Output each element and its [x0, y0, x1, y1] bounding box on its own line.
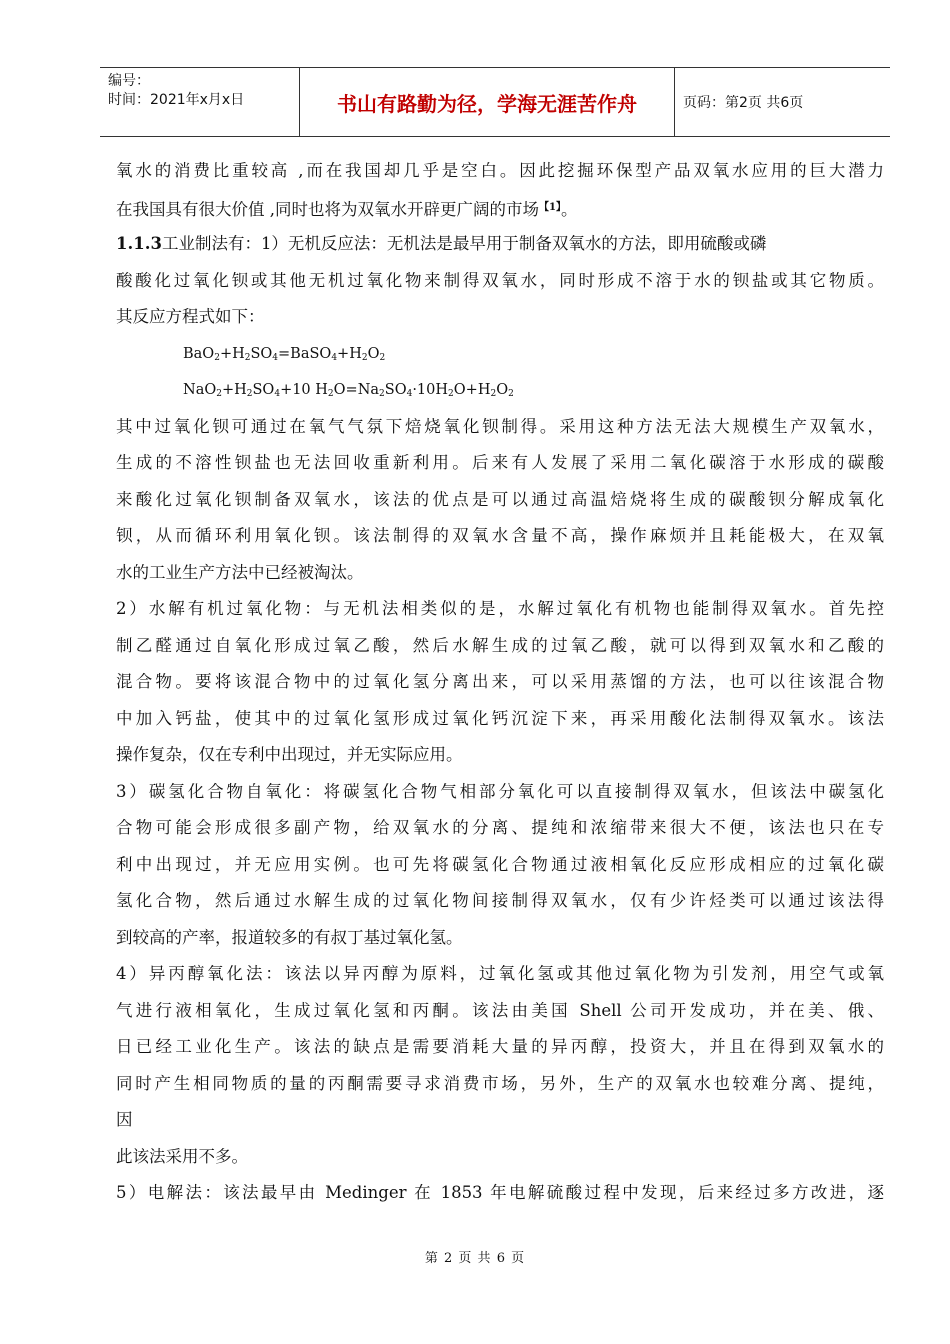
- body-line: 生成的不溶性钡盐也无法回收重新利用。后来有人发展了采用二氧化碳溶于水形成的碳酸: [116, 453, 884, 472]
- equation-subscript: 2: [448, 389, 454, 399]
- section-number: 1.1.3: [116, 234, 162, 253]
- equation-term: +H: [219, 345, 245, 362]
- body-line: 钡，从而循环利用氧化钡。该法制得的双氧水含量不高，操作麻烦并且耗能极大，在双氧: [116, 526, 884, 545]
- body-line: 氧水的消费比重较高 ,而在我国却几乎是空白。因此挖掘环保型产品双氧水应用的巨大潜力: [116, 161, 884, 180]
- body-line: 在我国具有很大价值 ,同时也将为双氧水开辟更广阔的市场$^{【1】}$。: [116, 199, 578, 219]
- equation-1: [116, 336, 884, 373]
- body-line: 5）电解法：该法最早由 Medinger 在 1853 年电解硫酸过程中发现，后来经过多方改进，逐: [116, 1183, 884, 1202]
- equation-subscript: 2: [216, 389, 222, 399]
- equation-subscript: 2: [490, 389, 497, 399]
- equation-subscript: 4: [272, 352, 279, 363]
- equation-subscript: 2: [214, 352, 220, 363]
- equation-term: +H: [221, 382, 247, 398]
- body-line: 中加入钙盐，使其中的过氧化氢形成过氧化钙沉淀下来，再采用酸化法制得双氧水。该法: [116, 708, 884, 728]
- body-line: 混合物。要将该混合物中的过氧化氢分离出来，可以采用蒸馏的方法，也可以往该混合物: [116, 672, 884, 691]
- equation-term: SO: [252, 382, 275, 398]
- header-meta: [100, 68, 300, 136]
- equation-subscript: 4: [331, 352, 338, 363]
- body-line: 其中过氧化钡可通过在氧气气氛下焙烧氧化钡制得。采用这种方法无法大规模生产双氧水，: [116, 416, 884, 436]
- equation-subscript: 2: [246, 389, 253, 399]
- equation-2: [116, 372, 884, 409]
- equation-term: O+H: [453, 382, 491, 398]
- equation-subscript: 2: [379, 389, 385, 399]
- body-line: 气进行液相氧化，生成过氧化氢和丙酮。该法由美国 Shell 公司开发成功，并在美、俄、: [116, 1000, 884, 1020]
- equation-term: BaO: [183, 345, 215, 362]
- section-heading-line: 1.1.3工业制法有：1）无机反应法：无机法是最早用于制备双氧水的方法，即用硫酸或磷: [116, 234, 767, 253]
- body-line: 到较高的产率，报道较多的有叔丁基过氧化氢。: [116, 927, 463, 947]
- page-footer: 第 2 页 共 6 页: [424, 1251, 526, 1266]
- body-line: 此该法采用不多。: [116, 1146, 248, 1166]
- time-label: 时间：2021年x月x日: [108, 92, 245, 108]
- header-table: [100, 67, 890, 137]
- equation-term: +10 H: [280, 382, 328, 398]
- body-line: 利中出现过，并无应用实例。也可先将碳氢化合物通过液相氧化反应形成相应的过氧化碳: [116, 854, 884, 874]
- equation-term: O: [367, 345, 380, 362]
- body-line: 氢化合物，然后通过水解生成的过氧化物间接制得双氧水，仅有少许烃类可以通过该法得: [116, 891, 884, 910]
- equation-term: +H: [337, 345, 362, 362]
- body-line: 因: [116, 1110, 133, 1129]
- body-line: 其反应方程式如下：: [116, 307, 265, 326]
- body-line: 同时产生相同物质的量的丙酮需要寻求消费市场，另外，生产的双氧水也较难分离、提纯，: [116, 1073, 884, 1093]
- body-line: 日已经工业化生产。该法的缺点是需要消耗大量的异丙醇，投资大，并且在得到双氧水的: [116, 1037, 884, 1056]
- equation-term: ·10H: [412, 382, 449, 398]
- equation-subscript: 4: [406, 389, 413, 399]
- document-body: [116, 153, 884, 1212]
- equation-term: NaO: [183, 382, 217, 398]
- equation-subscript: 2: [327, 389, 334, 399]
- body-line: 水的工业生产方法中已经被淘汰。: [116, 562, 364, 582]
- equation-subscript: 2: [379, 352, 386, 363]
- equation-term: SO: [250, 345, 273, 362]
- equation-term: O=Na: [333, 382, 380, 398]
- body-line: 酸酸化过氧化钡或其他无机过氧化物来制得双氧水，同时形成不溶于水的钡盐或其它物质。: [116, 270, 884, 290]
- body-line: 2）水解有机过氧化物：与无机法相类似的是，水解过氧化有机物也能制得双氧水。首先控: [116, 599, 884, 618]
- body-line: 合物可能会形成很多副产物，给双氧水的分离、提纯和浓缩带来很大不便，该法也只在专: [116, 818, 884, 837]
- equation-term: =BaSO: [278, 345, 332, 362]
- body-line: 3）碳氢化合物自氧化：将碳氢化合物气相部分氧化可以直接制得双氧水，但该法中碳氢化: [116, 781, 884, 801]
- citation-ref: 【1】: [539, 201, 561, 213]
- body-line: 制乙醛通过自氧化形成过氧乙酸，然后水解生成的过氧乙酸，就可以得到双氧水和乙酸的: [116, 635, 884, 655]
- header-motto: 书山有路勤为径，学海无涯苦作舟: [300, 68, 675, 136]
- header-page-info: 页码：第2页 共6页: [683, 95, 804, 111]
- equation-subscript: 2: [361, 352, 368, 363]
- equation-term: O: [496, 382, 509, 398]
- equation-term: SO: [384, 382, 407, 398]
- body-line: 操作复杂，仅在专利中出现过，并无实际应用。: [116, 745, 463, 764]
- equation-subscript: 2: [244, 352, 251, 363]
- equation-subscript: 4: [274, 389, 281, 399]
- body-line: 来酸化过氧化钡制备双氧水，该法的优点是可以通过高温焙烧将生成的碳酸钡分解成氧化: [116, 489, 884, 509]
- equation-subscript: 2: [508, 389, 514, 399]
- number-label: 编号：: [108, 73, 150, 89]
- body-line: 4）异丙醇氧化法：该法以异丙醇为原料，过氧化氢或其他过氧化物为引发剂，用空气或氧: [116, 964, 884, 983]
